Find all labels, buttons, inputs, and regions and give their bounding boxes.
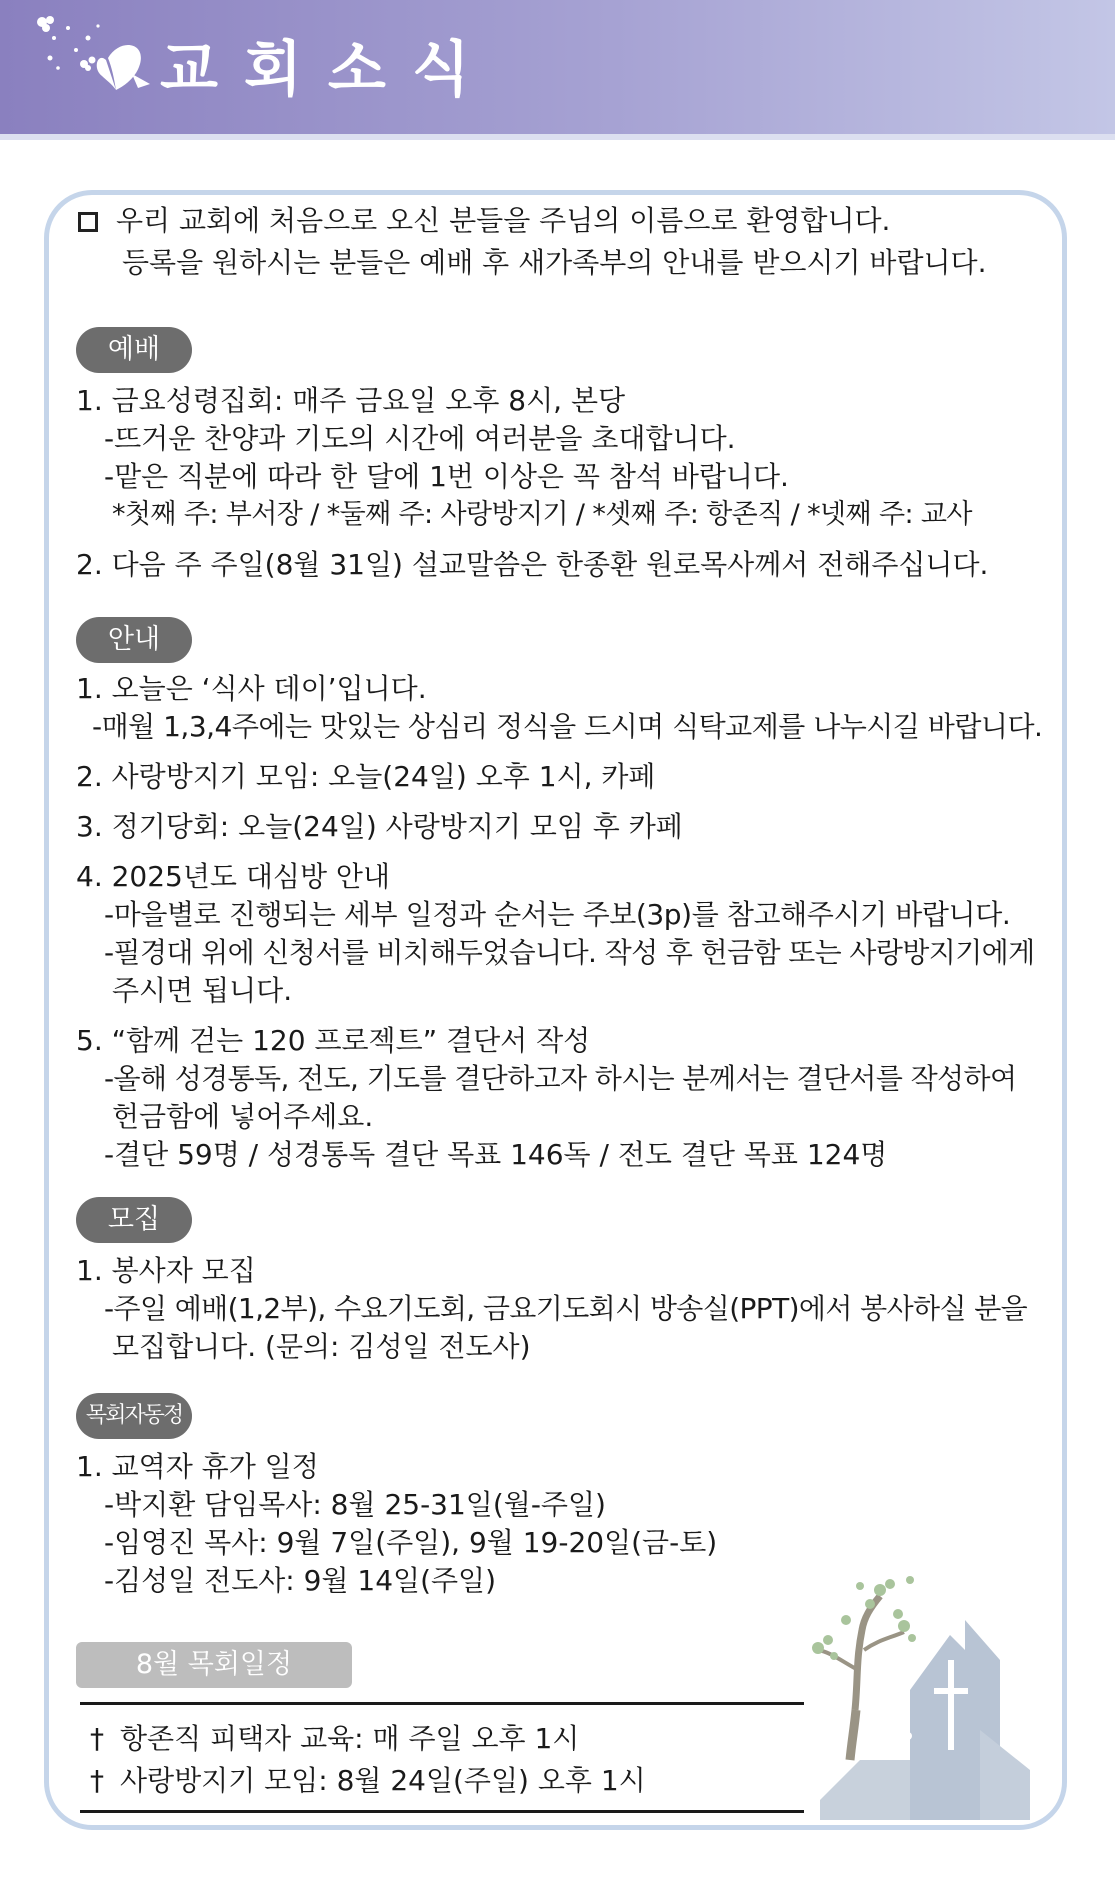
notice-section [76, 670, 1056, 1174]
intro-line-1: 우리 교회에 처음으로 오신 분들을 주님의 이름으로 환영합니다. [78, 200, 987, 242]
section-label-pastor: 목회자동정 [76, 1393, 192, 1439]
notice-item-4-sub-2-cont: 주시면 됩니다. [112, 974, 293, 1007]
monthly-schedule-list [90, 1718, 646, 1802]
pastor-item-1-sub-3: -김성일 전도사: 9월 14일(주일) [104, 1564, 497, 1597]
worship-item-2: 2. 다음 주 주일(8월 31일) 설교말씀은 한종환 원로목사께서 전해주십니다. [76, 548, 989, 581]
recruit-section [76, 1252, 1056, 1366]
cross-icon: † [90, 1722, 104, 1755]
section-label-worship: 예배 [76, 327, 192, 373]
schedule-item: † 사랑방지기 모임: 8월 24일(주일) 오후 1시 [90, 1760, 646, 1802]
notice-item-4: 4. 2025년도 대심방 안내 [76, 860, 391, 893]
recruit-item-1-sub-1-cont: 모집합니다. (문의: 김성일 전도사) [112, 1330, 531, 1363]
schedule-top-rule [80, 1702, 804, 1705]
notice-item-4-sub-1: -마을별로 진행되는 세부 일정과 순서는 주보(3p)를 참고해주시기 바랍니다. [104, 898, 1011, 931]
pastor-item-1-sub-1: -박지환 담임목사: 8월 25-31일(월-주일) [104, 1488, 606, 1521]
header-divider [0, 134, 1115, 140]
worship-item-1-sub-2: -맡은 직분에 따라 한 달에 1번 이상은 꼭 참석 바랍니다. [104, 460, 789, 493]
notice-item-1: 1. 오늘은 ‘식사 데이’입니다. [76, 672, 427, 705]
intro-line-2: 등록을 원하시는 분들은 예배 후 새가족부의 안내를 받으시기 바랍니다. [122, 246, 987, 279]
worship-item-1: 1. 금요성령집회: 매주 금요일 오후 8시, 본당 [76, 384, 626, 417]
notice-item-5: 5. “함께 걷는 120 프로젝트” 결단서 작성 [76, 1024, 591, 1057]
section-label-notice: 안내 [76, 617, 192, 663]
notice-item-4-sub-2: -필경대 위에 신청서를 비치해두었습니다. 작성 후 헌금함 또는 사랑방지기에게 [104, 936, 1035, 969]
schedule-bottom-rule [80, 1810, 804, 1813]
header-banner [0, 0, 1115, 134]
recruit-item-1-sub-1: -주일 예배(1,2부), 수요기도회, 금요기도회시 방송실(PPT)에서 봉사하실 분을 [104, 1292, 1028, 1325]
notice-item-3: 3. 정기당회: 오늘(24일) 사랑방지기 모임 후 카페 [76, 810, 683, 843]
butterfly-icon [28, 8, 158, 98]
schedule-item: † 항존직 피택자 교육: 매 주일 오후 1시 [90, 1718, 646, 1760]
pastor-item-1: 1. 교역자 휴가 일정 [76, 1450, 319, 1483]
pastor-item-1-sub-2: -임영진 목사: 9월 7일(주일), 9월 19-20일(금-토) [104, 1526, 718, 1559]
checkbox-square-icon [78, 212, 98, 232]
notice-item-2: 2. 사랑방지기 모임: 오늘(24일) 오후 1시, 카페 [76, 760, 656, 793]
worship-item-1-sub-1: -뜨거운 찬양과 기도의 시간에 여러분을 초대합니다. [104, 422, 736, 455]
section-label-recruit: 모집 [76, 1197, 192, 1243]
page-title: 교회소식 [160, 35, 496, 105]
recruit-item-1: 1. 봉사자 모집 [76, 1254, 256, 1287]
worship-item-1-sub-3: *첫째 주: 부서장 / *둘째 주: 사랑방지기 / *셋째 주: 항존직 / *넷째 주: 교사 [112, 499, 972, 530]
notice-item-5-sub-2: -결단 59명 / 성경통독 결단 목표 146독 / 전도 결단 목표 124명 [104, 1138, 888, 1171]
notice-item-5-sub-1-cont: 헌금함에 넣어주세요. [112, 1100, 374, 1133]
worship-section [76, 382, 1056, 584]
monthly-schedule-title: 8월 목회일정 [76, 1642, 352, 1688]
notice-item-1-sub-1: -매월 1,3,4주에는 맛있는 상심리 정식을 드시며 식탁교제를 나누시길 바랍니다. [92, 710, 1043, 743]
cross-icon: † [90, 1764, 104, 1797]
church-tree-illustration [800, 1560, 1040, 1820]
welcome-intro [78, 200, 987, 284]
notice-item-5-sub-1: -올해 성경통독, 전도, 기도를 결단하고자 하시는 분께서는 결단서를 작성하여 [104, 1062, 1017, 1095]
